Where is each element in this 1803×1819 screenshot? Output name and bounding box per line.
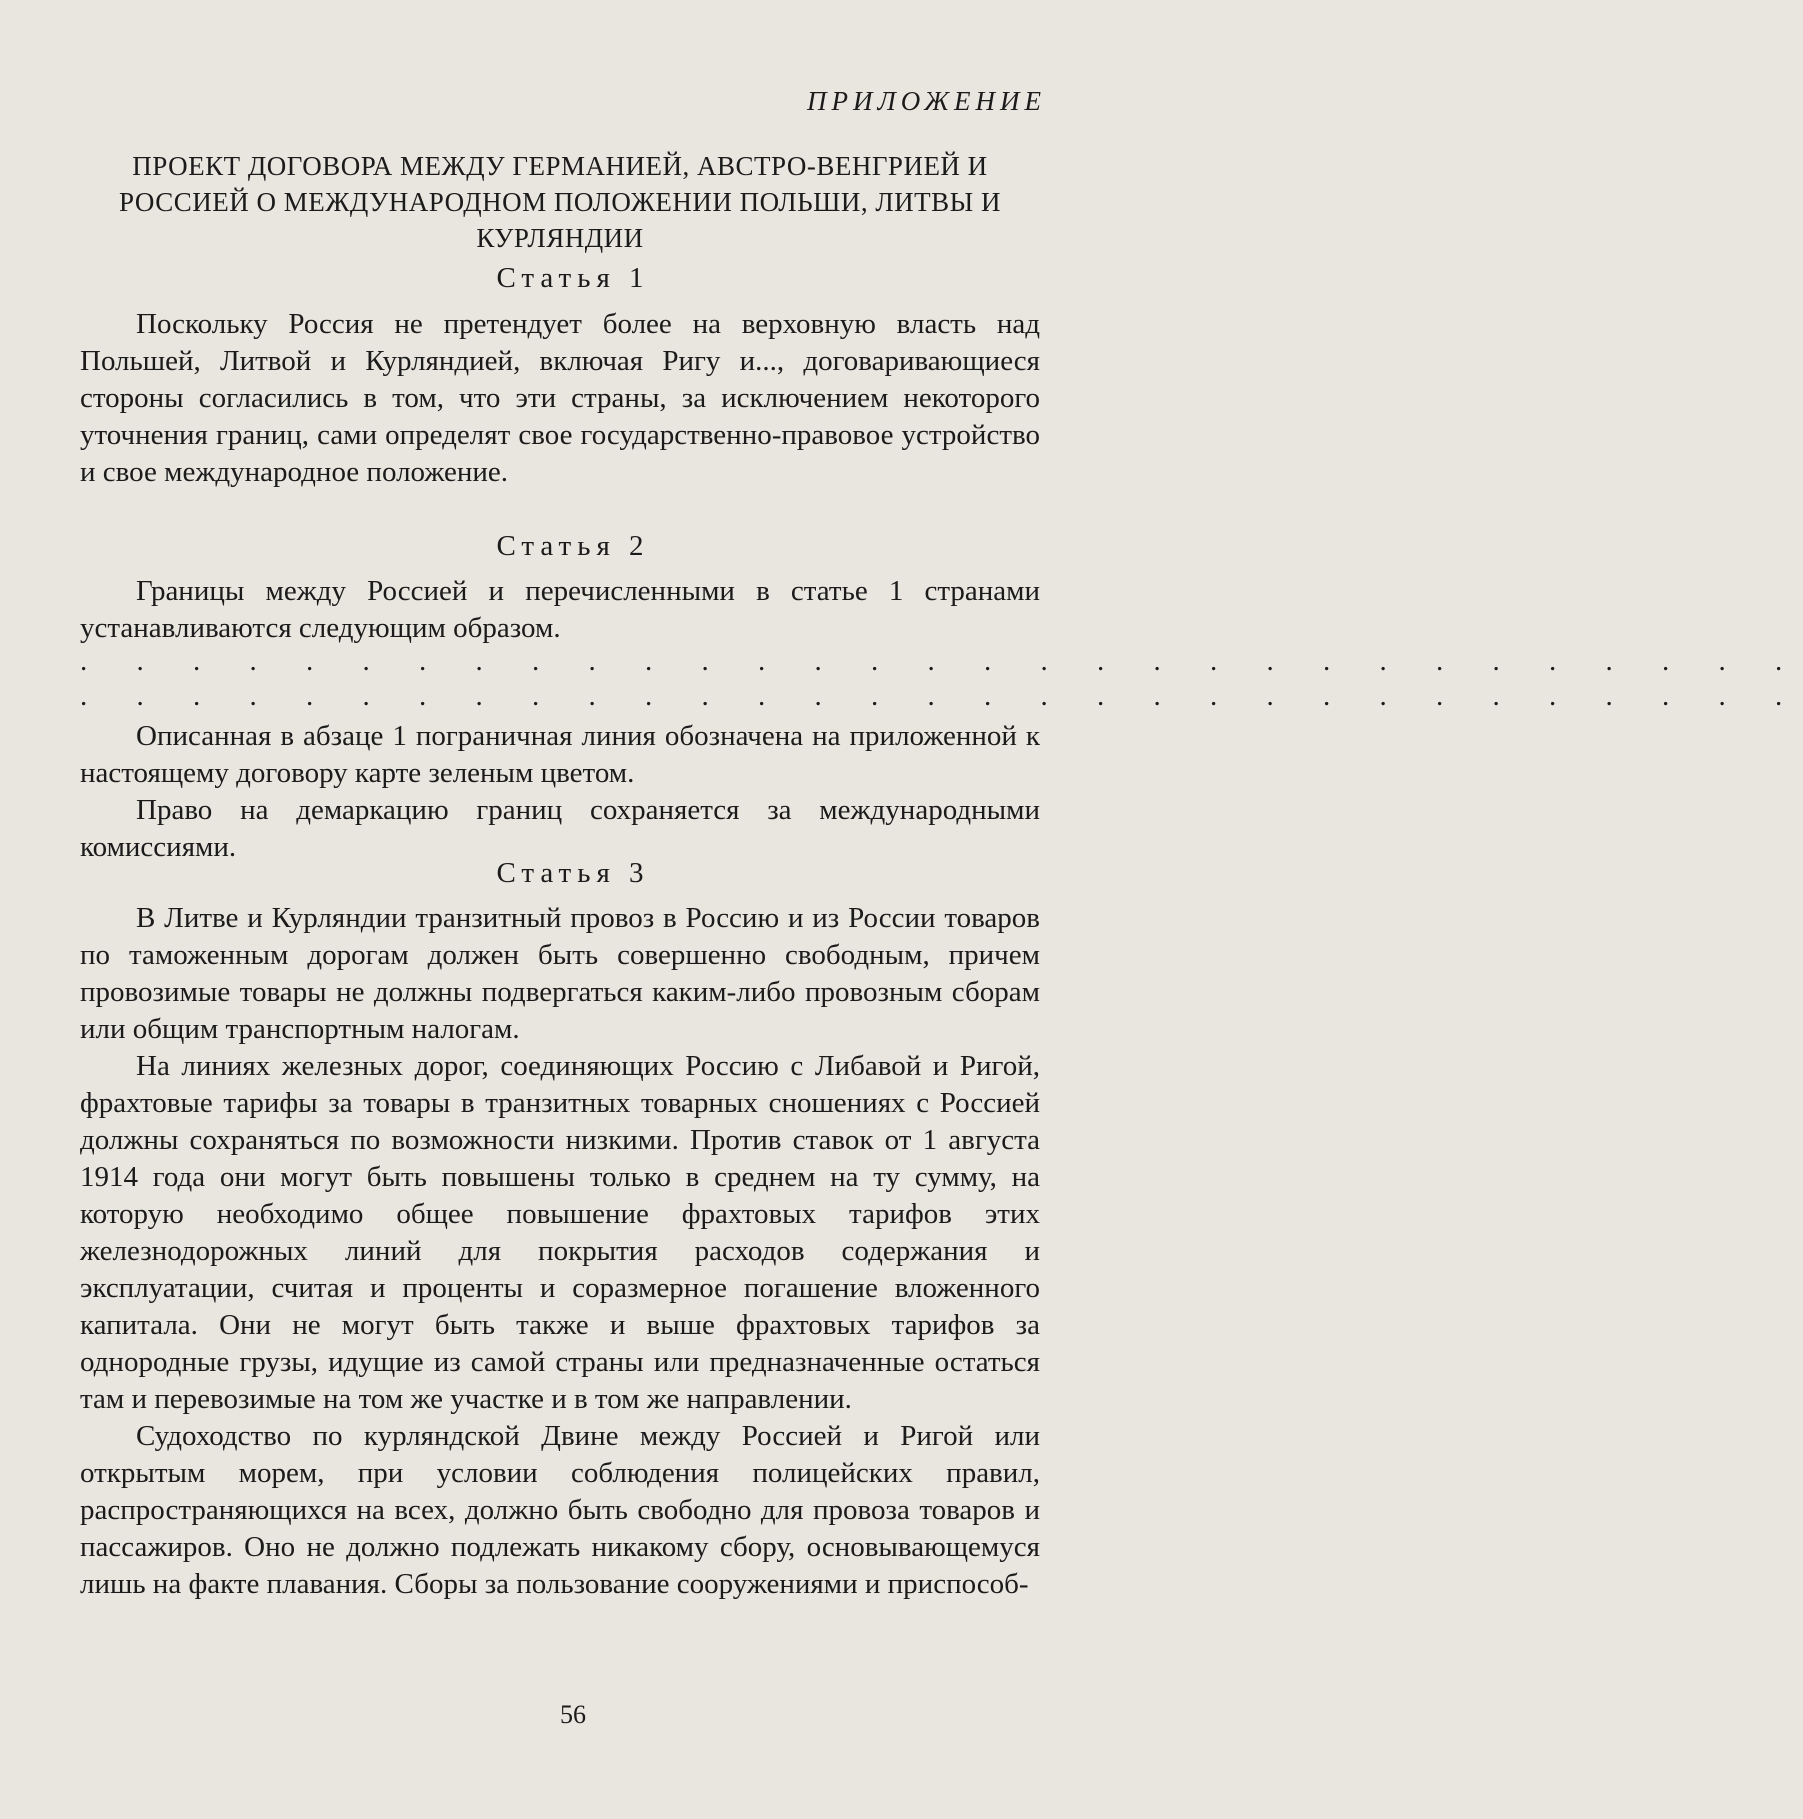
- omission-dots-1: . . . . . . . . . . . . . . . . . . . . . . . . . . . . . . .: [80, 645, 1803, 677]
- document-title: ПРОЕКТ ДОГОВОРА МЕЖДУ ГЕРМАНИЕЙ, АВСТРО-ВЕНГРИЕЙ И РОССИЕЙ О МЕЖДУНАРОДНОМ ПОЛОЖЕНИИ ПОЛЬШИ, ЛИТВЫ И КУРЛЯНДИИ: [119, 151, 1001, 253]
- article-3-paragraph-1: В Литве и Курляндии транзитный провоз в Россию и из России товаров по таможенным дорогам должен быть совершенно свободным, причем провозимые товары не должны подвергаться каким-либо провозным сборам или общим транспортным налогам.: [80, 902, 1040, 1045]
- article-3-heading: Статья 3: [496, 857, 650, 889]
- article-2-paragraph-3: Право на демаркацию границ сохраняется за международными комиссиями.: [80, 794, 1040, 863]
- article-3-paragraph-3: Судоходство по курляндской Двине между Россией и Ригой или открытым морем, при условии соблюдения полицейских правил, распространяющихся на всех, должно быть свободно для провоза товаров и пассажиров. Оно не должно подлежать никакому сбору, основывающемуся лишь на факте плавания. Сборы за пользование сооружениями и приспособ-: [80, 1420, 1040, 1600]
- article-2-paragraph-1: Границы между Россией и перечисленными в статье 1 странами устанавливаются следующим образом.: [80, 575, 1040, 644]
- article-1-body: [80, 306, 1040, 491]
- article-1-paragraph-1: Поскольку Россия не претендует более на верховную власть над Польшей, Литвой и Курляндией, включая Ригу и..., договаривающиеся стороны согласились в том, что эти страны, за исключением некоторого уточнения границ, сами определят свое государственно-правовое устройство и свое международное положение.: [80, 308, 1040, 488]
- page-number: 56: [560, 1700, 586, 1729]
- article-3-paragraph-2: На линиях железных дорог, соединяющих Россию с Либавой и Ригой, фрахтовые тарифы за товары в транзитных товарных сношениях с Россией должны сохраняться по возможности низкими. Против ставок от 1 августа 1914 года они могут быть повышены только в среднем на ту сумму, на которую необходимо общее повышение фрахтовых тарифов этих железнодорожных линий для покрытия расходов содержания и эксплуатации, считая и проценты и соразмерное погашение вложенного капитала. Они не могут быть также и выше фрахтовых тарифов за однородные грузы, идущие из самой страны или предназначенные остаться там и перевозимые на том же участке и в том же направлении.: [80, 1050, 1040, 1415]
- article-2-heading: Статья 2: [496, 530, 650, 562]
- article-2-intro: [80, 573, 1040, 647]
- running-header: ПРИЛОЖЕНИЕ: [807, 86, 1046, 116]
- article-3-body: [80, 900, 1040, 1603]
- article-2-paragraph-2: Описанная в абзаце 1 пограничная линия обозначена на приложенной к настоящему договору карте зеленым цветом.: [80, 720, 1040, 789]
- article-1-heading: Статья 1: [496, 262, 650, 294]
- omission-dots-2: . . . . . . . . . . . . . . . . . . . . . . . . . . . . . . .: [80, 680, 1803, 712]
- article-2-body: [80, 718, 1040, 866]
